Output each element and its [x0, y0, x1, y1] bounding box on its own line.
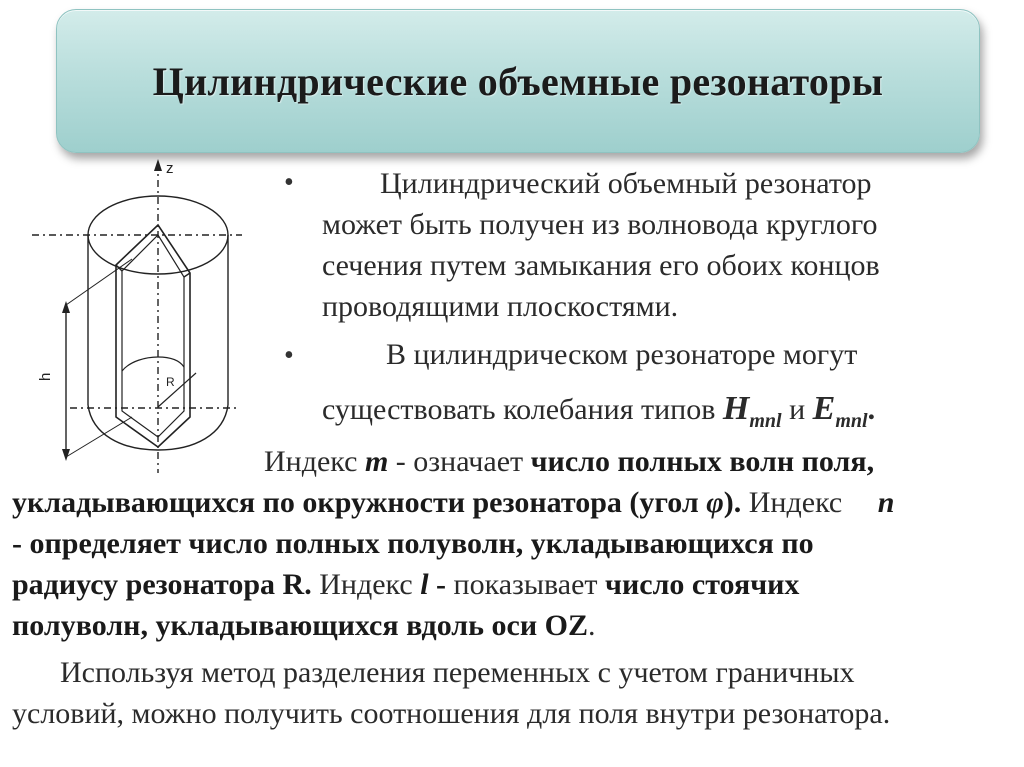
e-mode-symbol: E — [812, 390, 836, 427]
bullet-1-line: Цилиндрический объемный резонатор — [380, 167, 872, 200]
bullet-1-line: проводящими плоскостями. — [322, 290, 679, 323]
h-mode-subscript: mnl — [749, 410, 782, 432]
bullet-1-line: сечения путем замыкания его обоих концов — [322, 249, 880, 282]
radius-label: R — [166, 375, 175, 389]
z-axis-arrow — [154, 159, 162, 171]
closing-line-1: Используя метод разделения переменных с учетом граничных — [60, 656, 855, 689]
bullet-marker: • — [284, 340, 294, 371]
bullet-2-line-1: В цилиндрическом резонаторе могут — [386, 338, 858, 371]
index-line-3: - определяет число полных полуволн, укладывающихся по — [12, 527, 814, 560]
closing-line-2: условий, можно получить соотношения для поля внутри резонатора. — [12, 697, 891, 730]
index-line-5: полуволн, укладывающихся вдоль оси OZ. — [12, 609, 596, 642]
height-label: h — [37, 372, 54, 381]
e-mode-subscript: mnl — [835, 410, 868, 432]
index-line-4: радиусу резонатора R. Индекс l - показывает число стоячих — [12, 568, 800, 601]
z-axis-label: z — [166, 160, 174, 177]
title-banner — [56, 9, 980, 153]
index-line-2: укладывающихся по окружности резонатора (угол φ). Индекс n — [12, 486, 895, 519]
index-line-1: Индекс m - означает число полных волн поля, — [264, 445, 875, 478]
cylinder-resonator-diagram — [30, 155, 260, 475]
bullet-1-text — [380, 163, 872, 204]
bullet-marker: • — [284, 167, 294, 198]
index-explanation — [12, 441, 1012, 646]
bullet-1-text-cont — [322, 204, 880, 327]
closing-paragraph — [12, 652, 1012, 734]
h-mode-symbol: H — [722, 390, 750, 427]
slide-title: Цилиндрические объемные резонаторы — [152, 59, 884, 104]
cutaway-wall — [116, 225, 190, 447]
bullet-2-line-2: существовать колебания типов $H_{mnl}$ и $E_{mnl}$. — [322, 390, 876, 432]
bullet-1-line: может быть получен из волновода круглого — [322, 208, 878, 241]
